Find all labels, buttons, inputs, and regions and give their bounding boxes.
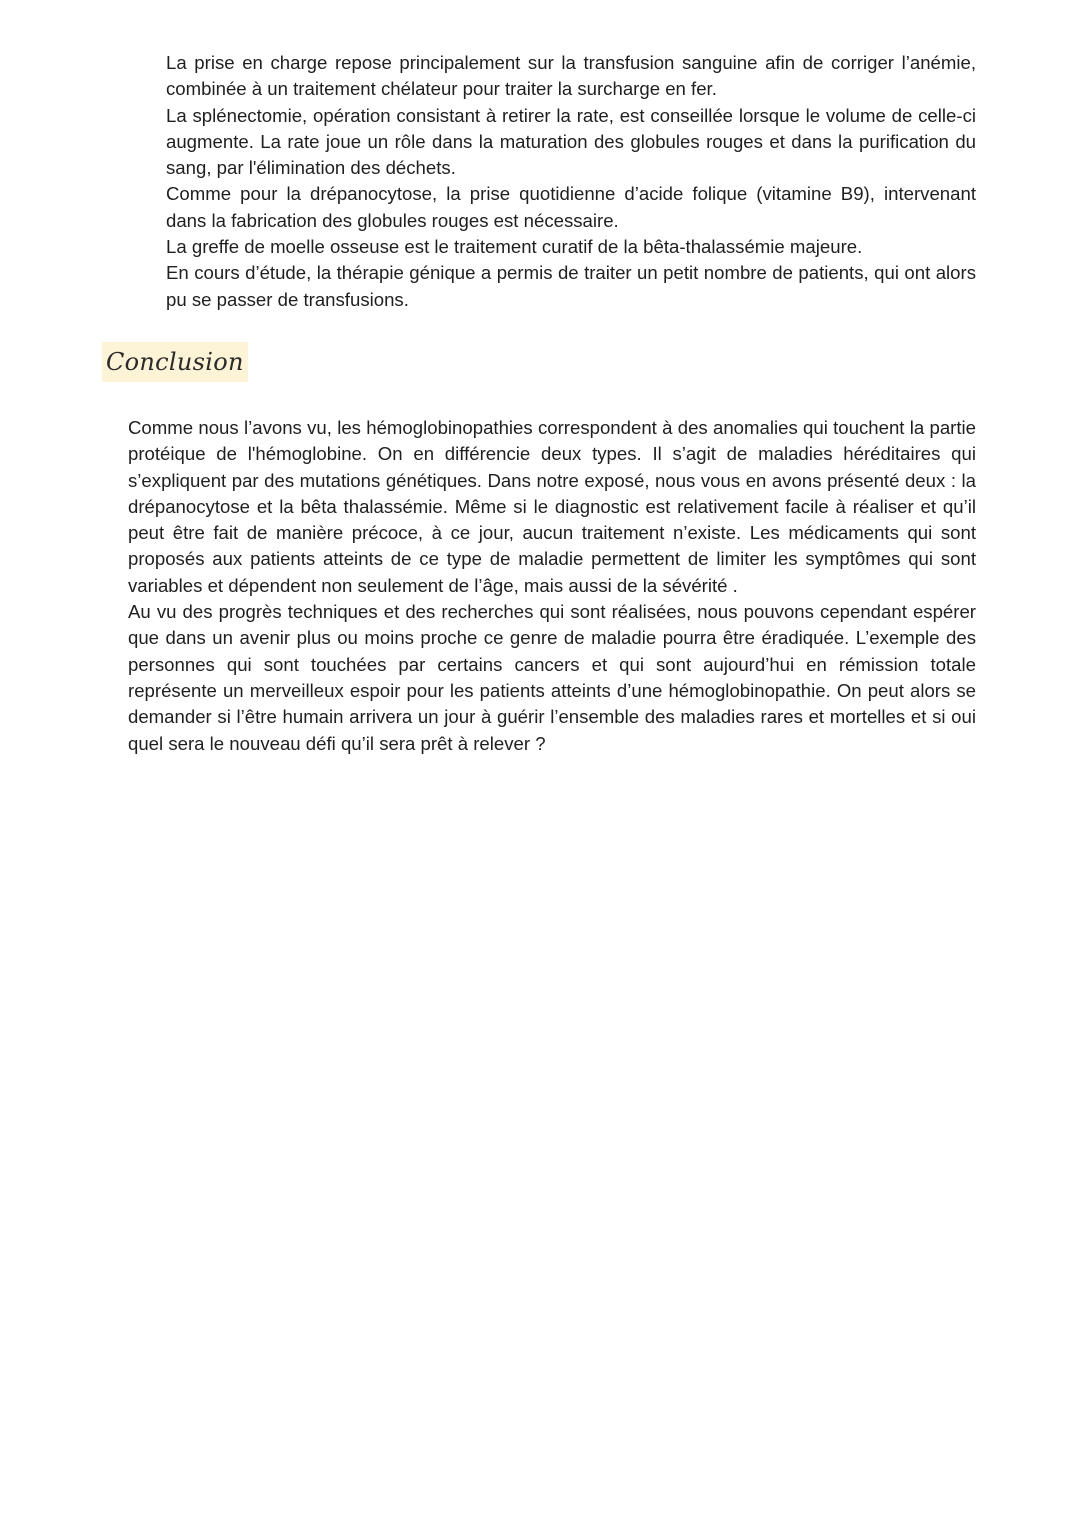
conclusion-paragraph-summary: Comme nous l’avons vu, les hémoglobinopathies correspondent à des anomalies qui touchent la partie protéique de l'hémoglobine. On en différencie deux types. Il s’agit de maladies héréditaires qui s’expliquent par des mutations génétiques. Dans notre exposé, nous vous en avons présenté deux : la drépanocytose et la bêta thalassémie. Même si le diagnostic est relativement facile à réaliser et qu’il peut être fait de manière précoce, à ce jour, aucun traitement n’existe. Les médicaments qui sont proposés aux patients atteints de ce type de maladie permettent de limiter les symptômes qui sont variables et dépendent non seulement de l’âge, mais aussi de la sévérité . (128, 417, 976, 596)
treatment-section (166, 50, 976, 313)
conclusion-section (128, 415, 976, 757)
treatment-paragraph-folic-acid: Comme pour la drépanocytose, la prise quotidienne d’acide folique (vitamine B9), intervenant dans la fabrication des globules rouges est nécessaire. (166, 183, 976, 231)
conclusion-heading-text: Conclusion (106, 348, 244, 376)
treatment-paragraph-gene-therapy: En cours d’étude, la thérapie génique a permis de traiter un petit nombre de patients, qui ont alors pu se passer de transfusions. (166, 262, 976, 310)
conclusion-paragraph-outlook: Au vu des progrès techniques et des recherches qui sont réalisées, nous pouvons cependant espérer que dans un avenir plus ou moins proche ce genre de maladie pourra être éradiquée. L’exemple des personnes qui sont touchées par certains cancers et qui sont aujourd’hui en rémission totale représente un merveilleux espoir pour les patients atteints d’une hémoglobinopathie. On peut alors se demander si l’être humain arrivera un jour à guérir l’ensemble des maladies rares et mortelles et si oui quel sera le nouveau défi qu’il sera prêt à relever ? (128, 601, 976, 754)
treatment-paragraph-transfusion: La prise en charge repose principalement sur la transfusion sanguine afin de corriger l’anémie, combinée à un traitement chélateur pour traiter la surcharge en fer. (166, 52, 976, 100)
conclusion-heading (102, 342, 248, 382)
treatment-paragraph-splenectomy: La splénectomie, opération consistant à retirer la rate, est conseillée lorsque le volume de celle-ci augmente. La rate joue un rôle dans la maturation des globules rouges et dans la purification du sang, par l'élimination des déchets. (166, 104, 976, 179)
treatment-paragraph-bone-marrow: La greffe de moelle osseuse est le traitement curatif de la bêta-thalassémie majeure. (166, 236, 863, 258)
